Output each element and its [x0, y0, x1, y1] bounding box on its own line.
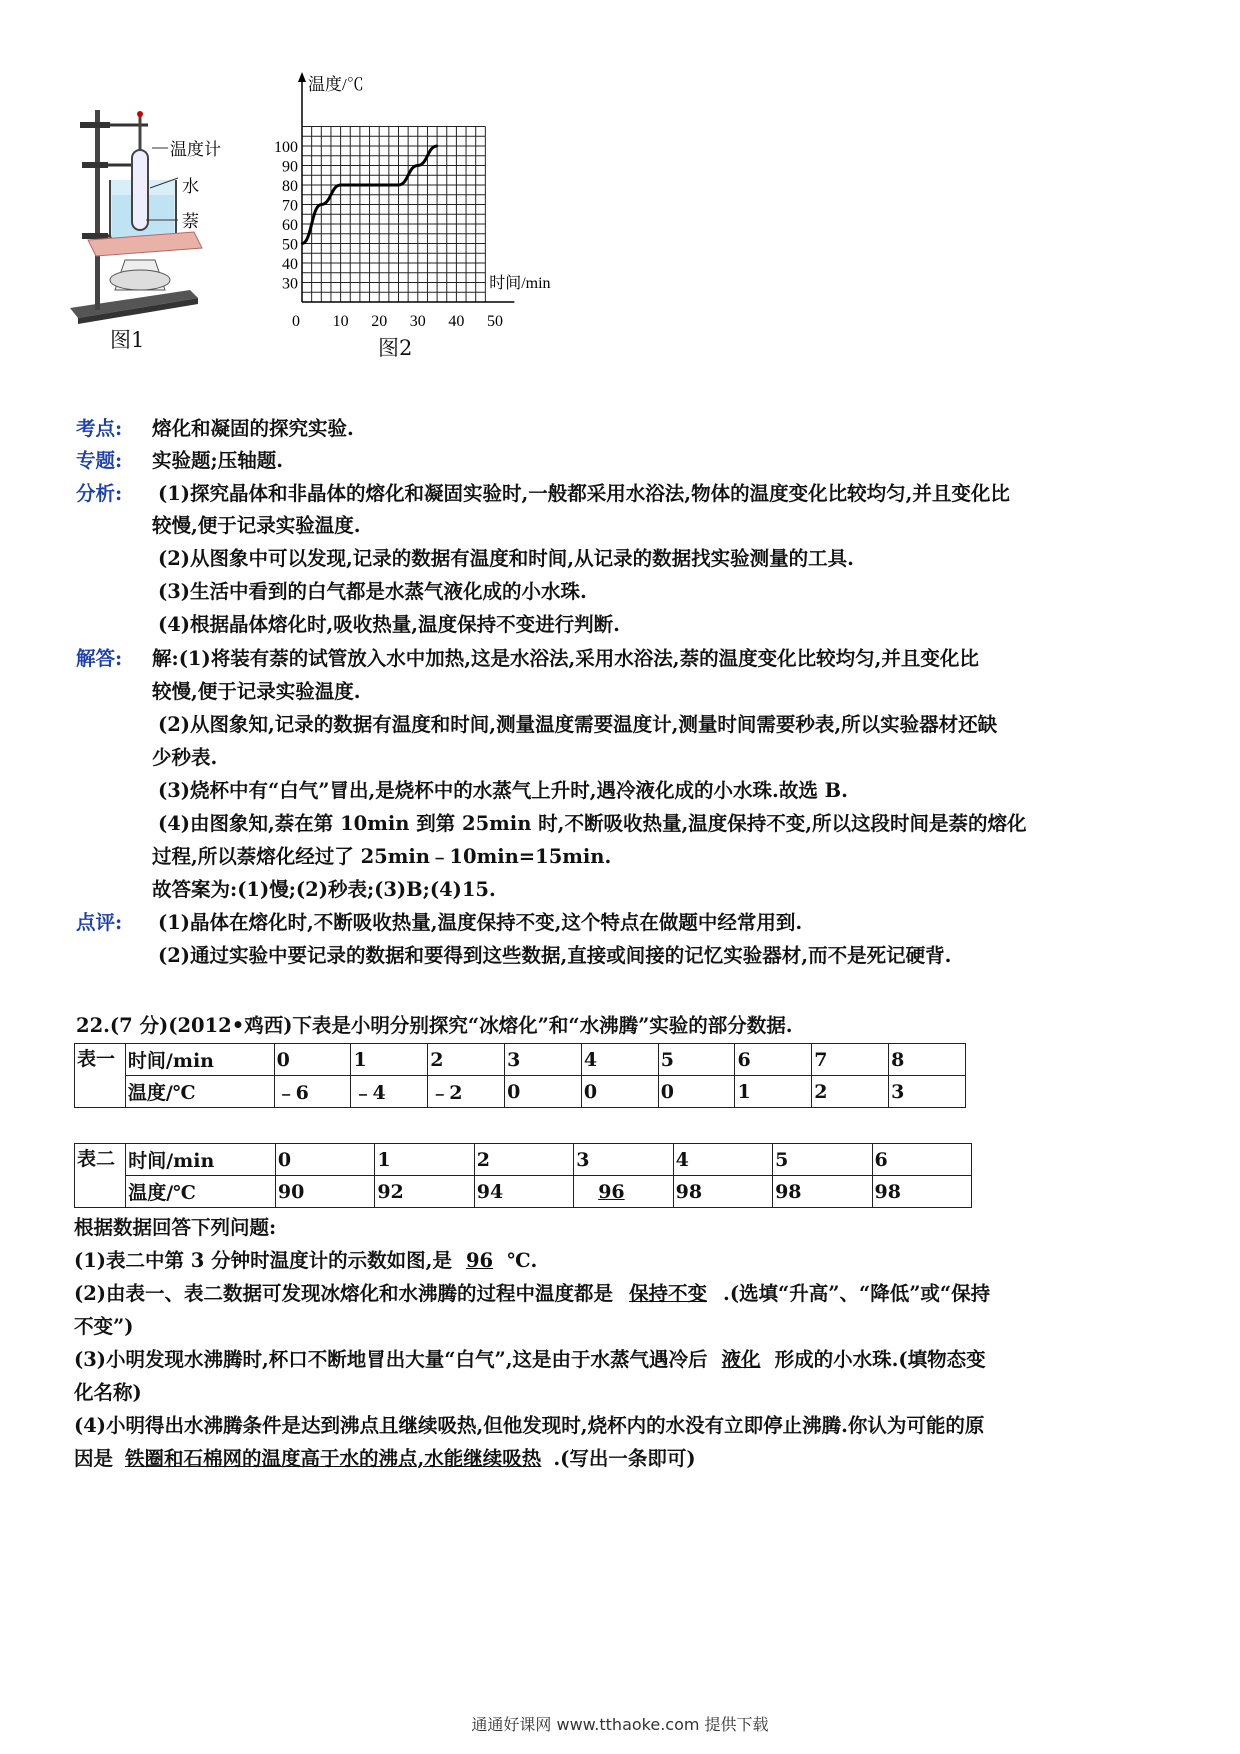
y-tick-label: 100: [274, 139, 298, 156]
x-tick-label: 0: [292, 313, 300, 330]
table-cell: 90: [275, 1176, 374, 1208]
q22-q3: [74, 1344, 986, 1372]
y-tick-label: 40: [282, 256, 298, 273]
q22-q4-line1: (4)小明得出水沸腾条件是达到沸点且继续吸热,但他发现时,烧杯内的水没有立即停止沸腾.你认为可能的原: [74, 1414, 985, 1437]
dianping-label: 点评:: [76, 911, 123, 934]
table-2-temp-label: 温度/℃: [126, 1176, 276, 1208]
data-point: [397, 184, 399, 186]
fenxi-line-1: (1)探究晶体和非晶体的熔化和凝固实验时,一般都采用水浴法,物体的温度变化比较均匀,并且变化比: [158, 482, 1010, 505]
table-cell: 3: [889, 1076, 966, 1108]
q22-q4-line2: [74, 1443, 696, 1471]
table-cell: 4: [581, 1044, 658, 1076]
data-point: [417, 164, 419, 166]
fenxi-line-5: (4)根据晶体熔化时,吸收热量,温度保持不变进行判断.: [158, 613, 620, 636]
table-cell: 2: [474, 1144, 573, 1176]
table-cell: 2: [428, 1044, 505, 1076]
section-kaodian: [76, 412, 1166, 445]
dianping-line-1: (1)晶体在熔化时,不断吸收热量,温度保持不变,这个特点在做题中经常用到.: [158, 911, 803, 934]
figure-1: [70, 100, 260, 390]
table-cell: 1: [735, 1076, 812, 1108]
q22-q2: [74, 1278, 990, 1306]
table-cell: 94: [474, 1176, 573, 1208]
x-tick-label: 40: [448, 313, 465, 330]
table-2-name: 表二: [75, 1144, 126, 1208]
fenxi-label: 分析:: [76, 482, 123, 505]
fenxi-line-3: (2)从图象中可以发现,记录的数据有温度和时间,从记录的数据找实验测量的工具.: [158, 547, 854, 570]
q22-q1: [74, 1245, 537, 1273]
table-cell: 0: [505, 1076, 582, 1108]
table-cell: 1: [351, 1044, 428, 1076]
table-cell: ﹣6: [274, 1076, 351, 1108]
table-cell: 8: [889, 1044, 966, 1076]
table-cell: 0: [581, 1076, 658, 1108]
y-axis-arrow: [298, 72, 306, 82]
table-cell: 98: [673, 1176, 772, 1208]
q1-answer: 96: [465, 1249, 494, 1272]
label-water: 水: [182, 177, 199, 196]
kaodian-label: 考点:: [76, 417, 123, 440]
label-naphthalene: 萘: [182, 212, 199, 231]
jieda-line-4: 少秒表.: [152, 746, 218, 769]
y-axis-label: 温度/℃: [308, 75, 364, 94]
data-point: [339, 184, 341, 186]
jieda-line-1: 解:(1)将装有萘的试管放入水中加热,这是水浴法,采用水浴法,萘的温度变化比较均匀,并且变化比: [152, 647, 979, 670]
fenxi-line-4: (3)生活中看到的白气都是水蒸气液化成的小水珠.: [158, 580, 587, 603]
table-cell: 98: [773, 1176, 872, 1208]
table-cell: 3: [574, 1144, 673, 1176]
table-cell: 6: [872, 1144, 972, 1176]
jieda-line-5: (3)烧杯中有“白气”冒出,是烧杯中的水蒸气上升时,遇冷液化成的小水珠.故选 B.: [158, 779, 848, 802]
table-2-time-label: 时间/min: [126, 1144, 276, 1176]
kaodian-text: 熔化和凝固的探究实验.: [152, 417, 354, 440]
table-1-time-label: 时间/min: [125, 1044, 274, 1076]
q3-post: 形成的小水珠.(填物态变: [774, 1348, 986, 1371]
data-point: [436, 145, 438, 147]
apparatus-illustration: [70, 100, 260, 390]
jieda-line-8: 故答案为:(1)慢;(2)秒表;(3)B;(4)15.: [152, 878, 496, 901]
table-cell: 0: [658, 1076, 735, 1108]
q2-answer: 保持不变: [629, 1282, 708, 1305]
y-tick-label: 50: [282, 236, 298, 254]
x-tick-label: 50: [487, 313, 503, 330]
table-cell: 4: [673, 1144, 772, 1176]
data-point: [359, 184, 361, 186]
jieda-label: 解答:: [76, 647, 123, 670]
table-cell: 1: [375, 1144, 474, 1176]
y-tick-label: 70: [282, 197, 298, 215]
y-tick-label: 90: [282, 158, 298, 176]
table-cell: 92: [375, 1176, 474, 1208]
figure-2-caption: 图2: [378, 336, 413, 360]
table-cell-answer: [574, 1176, 673, 1208]
figure-2: [274, 70, 650, 410]
table-1-temp-label: 温度/℃: [125, 1076, 274, 1108]
x-tick-label: 30: [409, 313, 426, 330]
fenxi-line-2: 较慢,便于记录实验温度.: [152, 514, 361, 537]
q22-title: 22.(7 分)(2012•鸡西)下表是小明分别探究“冰熔化”和“水沸腾”实验的部分数据.: [76, 1014, 793, 1037]
page-footer: 通通好课网 www.tthaoke.com 提供下载: [471, 1715, 769, 1734]
table-cell: 6: [735, 1044, 812, 1076]
q2-post: .(选填“升高”、“降低”或“保持: [723, 1282, 991, 1305]
table-1-name: 表一: [75, 1044, 126, 1108]
q4-post: .(写出一条即可): [553, 1447, 696, 1470]
table-cell: 3: [505, 1044, 582, 1076]
table-cell: 7: [812, 1044, 889, 1076]
q22-intro: 根据数据回答下列问题:: [74, 1216, 277, 1239]
jieda-line-6: (4)由图象知,萘在第 10min 到第 25min 时,不断吸收热量,温度保持不变,所以这段时间是萘的熔化: [158, 812, 1027, 835]
table-cell: 0: [275, 1144, 374, 1176]
zhuanti-label: 专题:: [76, 449, 123, 472]
q3-continuation: 化名称): [74, 1381, 142, 1404]
table-cell: 2: [812, 1076, 889, 1108]
section-zhuanti: [76, 444, 1166, 477]
x-tick-label: 10: [332, 313, 349, 330]
y-tick-label: 60: [282, 217, 298, 234]
q2-text: (2)由表一、表二数据可发现冰熔化和水沸腾的过程中温度都是: [74, 1282, 614, 1305]
zhuanti-text: 实验题;压轴题.: [152, 449, 283, 472]
x-axis-label: 时间/min: [489, 275, 551, 292]
q3-answer: 液化: [721, 1348, 761, 1371]
table-cell: 5: [658, 1044, 735, 1076]
q2-continuation: 不变”): [74, 1315, 134, 1338]
y-tick-label: 30: [282, 275, 298, 293]
dianping-line-2: (2)通过实验中要记录的数据和要得到这些数据,直接或间接的记忆实验器材,而不是死记硬背.: [158, 944, 952, 967]
table-cell: ﹣2: [428, 1076, 505, 1108]
data-point: [378, 184, 380, 186]
jieda-line-3: (2)从图象知,记录的数据有温度和时间,测量温度需要温度计,测量时间需要秒表,所以实验器材还缺: [158, 713, 998, 736]
table-cell: ﹣4: [351, 1076, 428, 1108]
q1-post: ℃.: [507, 1249, 538, 1272]
table-cell: 98: [872, 1176, 972, 1208]
jieda-line-7: 过程,所以萘熔化经过了 25min﹣10min=15min.: [152, 845, 612, 868]
table-1: [74, 1043, 966, 1108]
table-cell: 5: [773, 1144, 872, 1176]
q4-text: 因是: [74, 1447, 114, 1470]
q3-text: (3)小明发现水沸腾时,杯口不断地冒出大量“白气”,这是由于水蒸气遇冷后: [74, 1348, 708, 1371]
data-point: [320, 203, 322, 205]
label-thermometer: 温度计: [170, 140, 221, 159]
temperature-time-chart: [274, 70, 650, 380]
jieda-line-2: 较慢,便于记录实验温度.: [152, 680, 361, 703]
table-2: [74, 1143, 972, 1208]
x-tick-label: 20: [371, 313, 388, 330]
data-point: [301, 242, 303, 244]
q4-answer: 铁圈和石棉网的温度高于水的沸点,水能继续吸热: [125, 1447, 542, 1470]
y-tick-label: 80: [282, 178, 298, 195]
figure-1-caption: 图1: [110, 328, 145, 352]
table-2-answer: 96: [598, 1180, 625, 1203]
q1-text: (1)表二中第 3 分钟时温度计的示数如图,是: [74, 1249, 452, 1272]
table-cell: 0: [274, 1044, 351, 1076]
